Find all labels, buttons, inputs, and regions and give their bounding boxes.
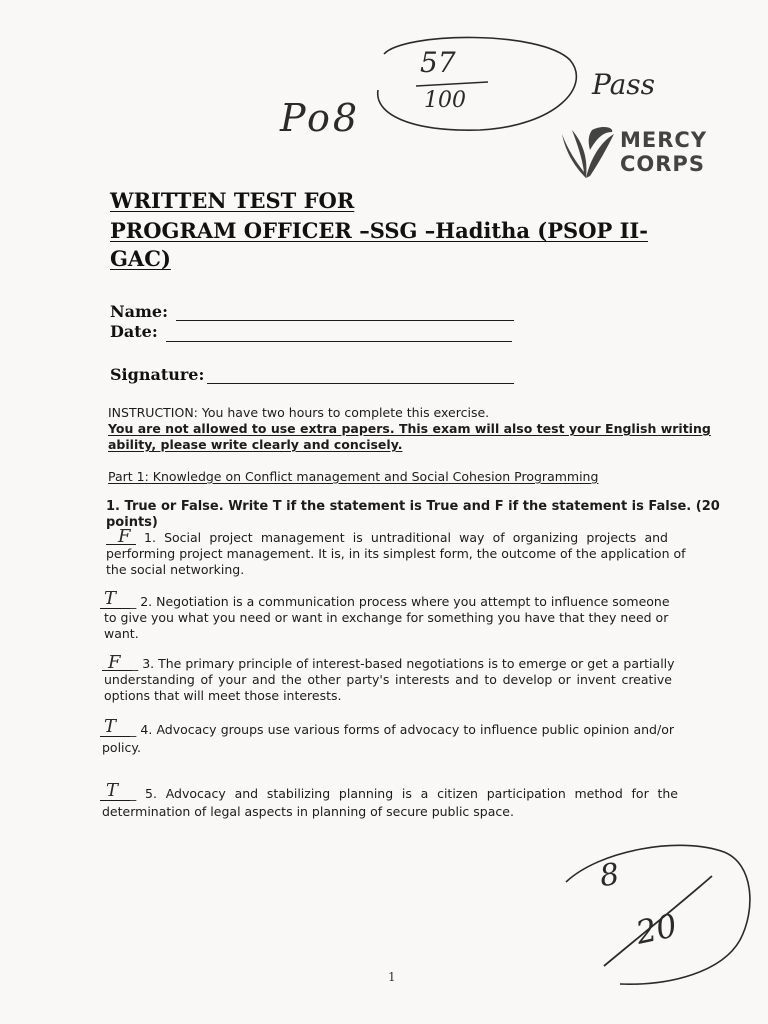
page-number: 1 — [388, 970, 396, 984]
question-2-line-3: want. — [104, 626, 139, 641]
question-intro-line-2: points) — [106, 515, 158, 530]
instruction-line-3: ability, please write clearly and concisely. — [108, 437, 403, 452]
question-1-line-3: the social networking. — [106, 562, 245, 577]
answer-blank-5[interactable] — [100, 800, 130, 801]
question-2-line-1: _ 2. Negotiation is a communication process where you attempt to influence someone — [130, 594, 670, 609]
answer-blank-1[interactable] — [106, 544, 136, 545]
answer-3: F — [108, 652, 121, 673]
answer-5: T — [106, 780, 119, 801]
question-5-line-1: _ 5. Advocacy and stabilizing planning is a citizen participation method for the — [130, 786, 678, 801]
logo-text-mercy: MERCY — [620, 128, 708, 152]
title-line-2: PROGRAM OFFICER –SSG –Haditha (PSOP II- — [110, 218, 648, 243]
mercy-corps-logo-icon — [556, 120, 616, 182]
part-1-heading: Part 1: Knowledge on Conflict management and Social Cohesion Programming — [108, 469, 599, 484]
date-field[interactable] — [166, 341, 512, 342]
question-3-line-1: _ 3. The primary principle of interest-based negotiations is to emerge or get a partially — [132, 656, 675, 671]
answer-blank-2[interactable] — [100, 608, 130, 609]
question-3-line-2: understanding of your and the other party's interests and to develop or invent creative — [104, 672, 672, 687]
question-2-line-2: to give you what you need or want in exchange for something you have that they need or — [104, 610, 669, 625]
score-numerator: 57 — [420, 46, 456, 79]
question-5-line-2: determination of legal aspects in planning of secure public space. — [102, 804, 514, 819]
name-field[interactable] — [176, 320, 514, 321]
title-line-3: GAC) — [110, 246, 171, 271]
instruction-line-1: INSTRUCTION: You have two hours to complete this exercise. — [108, 405, 490, 420]
answer-2: T — [104, 588, 117, 609]
answer-blank-3[interactable] — [102, 670, 132, 671]
question-3-line-3: options that will meet those interests. — [104, 688, 342, 703]
title-line-1: WRITTEN TEST FOR — [110, 188, 355, 213]
instruction-line-2: You are not allowed to use extra papers. This exam will also test your English writing — [108, 421, 711, 436]
logo-text-corps: CORPS — [620, 152, 705, 176]
name-label: Name: — [110, 302, 169, 321]
part-score-numerator: 8 — [597, 856, 622, 895]
question-4-line-2: policy. — [102, 740, 141, 755]
answer-blank-4[interactable] — [100, 736, 130, 737]
question-4-line-1: _ 4. Advocacy groups use various forms of advocacy to influence public opinion and/or — [130, 722, 674, 737]
post-code-note: Po8 — [280, 96, 361, 140]
pass-note: Pass — [592, 68, 656, 101]
signature-field[interactable] — [207, 383, 514, 384]
score-denominator: 100 — [424, 88, 466, 113]
date-label: Date: — [110, 322, 158, 341]
answer-1: F — [118, 526, 131, 547]
question-intro-line-1: 1. True or False. Write T if the statement is True and F if the statement is False. (20 — [106, 499, 720, 514]
question-1-line-1: 1. Social project management is untraditional way of organizing projects and — [144, 530, 668, 545]
answer-4: T — [104, 716, 117, 737]
part-score-denominator: 20 — [632, 906, 681, 952]
signature-label: Signature: — [110, 365, 205, 384]
question-1-line-2: performing project management. It is, in its simplest form, the outcome of the application of — [106, 546, 686, 561]
